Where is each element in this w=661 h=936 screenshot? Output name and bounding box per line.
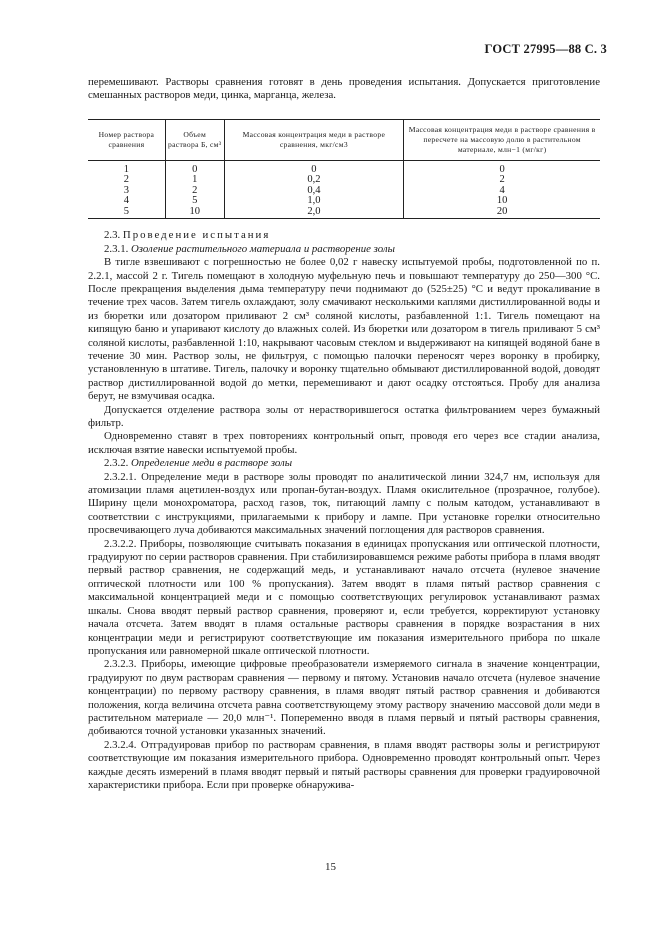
page-number: 15	[325, 861, 336, 873]
document-header: ГОСТ 27995—88 С. 3	[484, 42, 607, 56]
table-cell: 2	[123, 174, 130, 186]
table-cell: 1,0	[224, 196, 404, 207]
table-cell: 0,2	[224, 175, 404, 186]
table-cell: 0	[404, 160, 600, 175]
page-content	[88, 76, 600, 792]
table-cell: 2	[165, 186, 224, 197]
section-title: Озоление растительного материала и растворение золы	[131, 242, 395, 255]
paragraph-2-3-2-2: 2.3.2.2. Приборы, позволяющие считывать показания в единицах пропускания или оптической плотности, градуируют по серии растворов сравнения. При стабилизировавшемся режиме работы прибора в пламя вводят первый раствор сравнения, не содержащий медь, и устанавливают начало отсчета (нулевое значение оптической плотности или 100 % пропускания). Затем вводят в пламя пятый раствор сравнения с максимальной концентрацией меди и с помощью соответствующих регулировок устанавливают размах шкалы. Снова вводят первый раствор сравнения, проверяют и, если требуется, корректируют установку начала отсчета. Затем вводят в пламя остальные растворы сравнения в порядке возрастания в них концентрации меди и регистрируют соответствующие им показания измерительного прибора по шкале пропускания или равномерной шкале оптической плотности.	[88, 537, 600, 657]
table-cell: 0	[165, 160, 224, 175]
table-cell: 10	[165, 207, 224, 219]
table-cell: 20	[404, 207, 600, 219]
section-title: Проведение испытания	[122, 229, 271, 242]
table-cell: 4	[404, 186, 600, 197]
table-row	[88, 186, 600, 197]
table-row	[88, 175, 600, 186]
table-header-row	[88, 119, 600, 160]
section-2-3-2-heading	[88, 457, 600, 470]
col-header-solution-number: Номер раствора сравнения	[88, 119, 165, 160]
paragraph-2-3-2-4: 2.3.2.4. Отградуировав прибор по растворам сравнения, в пламя вводят растворы золы и регистрируют соответствующие им показания измерительного прибора. Одновременно проводят контрольный опыт. Через каждые десять измерений в пламя вводят первый и пятый растворы сравнения для проверки градуировочной характеристики прибора. Если при проверке обнаружива-	[88, 738, 600, 791]
table-cell: 1	[123, 163, 130, 175]
table-cell: 0,4	[224, 186, 404, 197]
col-header-concentration: Массовая концентрация меди в растворе сравнения, мкг/см3	[224, 119, 404, 160]
section-number: 2.3.1.	[104, 242, 129, 255]
table-cell: 5	[88, 207, 165, 219]
section-2-3-1-heading	[88, 243, 600, 256]
table-row	[88, 207, 600, 219]
table-cell: 0	[224, 160, 404, 175]
table-cell: 5	[165, 196, 224, 207]
table-cell: 2,0	[224, 207, 404, 219]
table-row	[88, 160, 600, 175]
section-2-3-heading	[88, 229, 600, 242]
paragraph-control: Одновременно ставят в трех повторениях контрольный опыт, проводя его через все стадии анализа, исключая взятие навески испытуемой пробы.	[88, 430, 600, 456]
section-number: 2.3.2.	[104, 457, 129, 470]
table-cell: 3	[123, 184, 130, 196]
table-cell: 4	[123, 195, 130, 207]
table-cell: 1	[165, 175, 224, 186]
section-number: 2.3.	[104, 229, 121, 242]
section-title: Определение меди в растворе золы	[131, 457, 293, 470]
intro-paragraph: перемешивают. Растворы сравнения готовят в день проведения испытания. Допускается приготовление смешанных растворов меди, цинка, марганца, железа.	[88, 76, 600, 102]
table-cell: 2	[404, 175, 600, 186]
table-cell: 10	[404, 196, 600, 207]
col-header-mass-fraction: Массовая концентрация меди в растворе сравнения в пересчете на массовую долю в растительном материале, млн−1 (мг/кг)	[404, 119, 600, 160]
reference-solutions-table	[88, 119, 600, 220]
col-header-volume: Объем раствора Б, см³	[165, 119, 224, 160]
paragraph-ashing: В тигле взвешивают с погрешностью не более 0,02 г навеску испытуемой пробы, подготовленной по п. 2.2.1, массой 2 г. Тигель помещают в холодную муфельную печь и повышают температуру до 250—300 °С. После прекращения выделения дыма температуру печи поднимают до (525±25) °С и ведут прокаливание в течение трех часов. Затем тигель охлаждают, золу смачивают несколькими каплями дистиллированной воды и из бюретки или дозатором приливают 2 см³ соляной кислоты, разбавленной 1:1. Тигель помещают на кипящую баню и упаривают кислоту до влажных солей. Из бюретки или дозатором в тигель приливают 5 см³ соляной кислоты, разбавленной 1:10, накрывают часовым стеклом и выдерживают на кипящей водяной бане в течение 30 мин. Раствор золы, не фильтруя, с помощью палочки переносят через воронку в пробирку, установленную в штативе. Тигель, палочку и воронку тщательно обмывают дистиллированной водой, доводят раствор дистиллированной водой до метки, перемешивают и дают осадку отстояться. Пробу для анализа берут, не взмучивая осадка.	[88, 256, 600, 403]
paragraph-2-3-2-1: 2.3.2.1. Определение меди в растворе золы проводят по аналитической линии 324,7 нм, используя для атомизации пламя ацетилен-воздух или пропан-бутан-воздух. Пламя окислительное (прозрачное, голубое). Ширину щели монохроматора, расход газов, ток, питающий лампу с полым катодом, устанавливают в соответствии с инструкциями, прилагаемыми к прибору и лампе. При установке горелки относительно просвечивающего луча добиваются максимальных значений поглощения для растворов сравнения.	[88, 470, 600, 537]
table-row	[88, 196, 600, 207]
paragraph-filtration: Допускается отделение раствора золы от нерастворившегося остатка фильтрованием через бумажный фильтр.	[88, 403, 600, 429]
paragraph-2-3-2-3: 2.3.2.3. Приборы, имеющие цифровые преобразователи измеряемого сигнала в значение концентрации, градуируют по двум растворам сравнения — первому и пятому. Установив начало отсчета (нулевое значение концентрации) по первому раствору сравнения, в пламя вводят пятый раствор сравнения и добиваются положения, когда величина отсчета равна соответствующему этому раствору значению массовой доли меди в растительном материале — 20,0 млн⁻¹. Попеременно вводя в пламя первый и пятый растворы сравнения, добиваются точной установки указанных значений.	[88, 658, 600, 738]
